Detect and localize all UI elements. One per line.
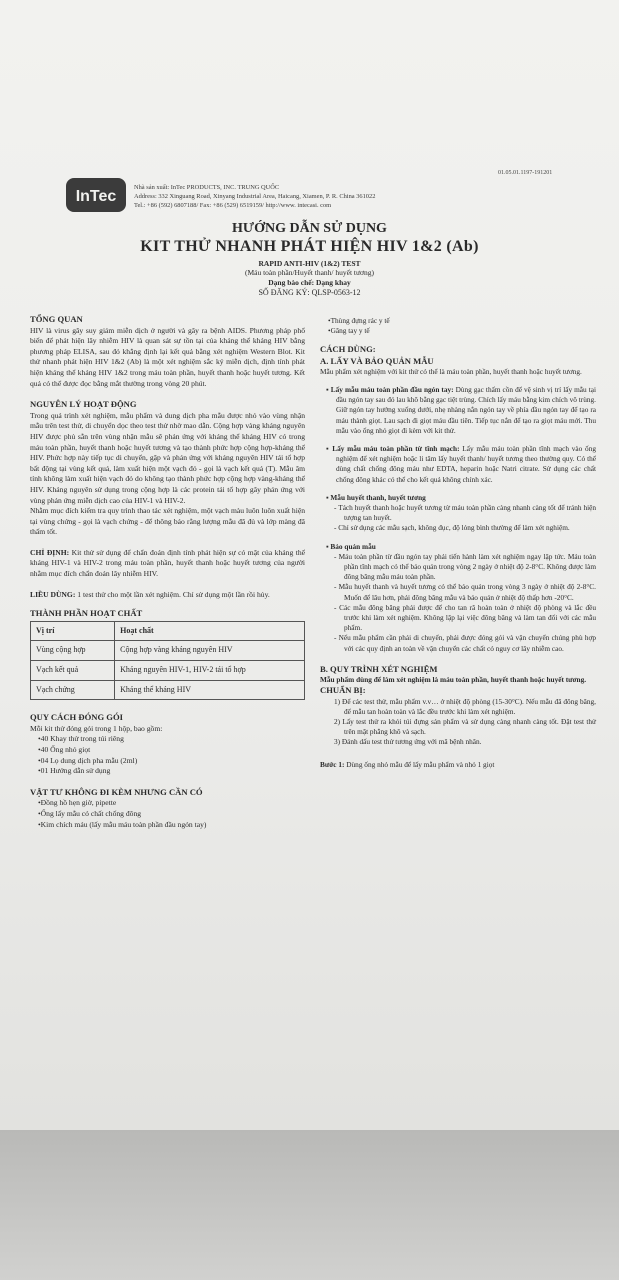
list-item: - Mẫu huyết thanh và huyết tương có thể bảo quản trong vòng 3 ngày ở nhiệt độ 2-8°C. Muốn để lâu hơn, phải đông băng mẫu và bảo quản ở nhiệt độ thấp hơn -20°C. xyxy=(328,582,596,602)
indication-paragraph xyxy=(30,548,305,580)
section-a-heading: A. LẤY VÀ BẢO QUẢN MẪU xyxy=(320,355,434,366)
packaging-heading: QUY CÁCH ĐÓNG GÓI xyxy=(30,712,124,723)
supplies-list xyxy=(320,316,596,336)
preparation-list xyxy=(320,697,596,748)
list-item: • Găng tay y tế xyxy=(328,326,596,336)
vein-sample-text: Lấy mẫu máu toàn phần tĩnh mạch vào ống nghiệm để xét nghiệm hoặc li tâm lấy huyết thanh/ huyết tương theo thường quy. Có thể dùng chất chống đông máu như EDTA, heparin hoặc Natri citrate. Sử dụng các chất chống đông khác có thể cho kết quả không chính xác. xyxy=(336,444,596,484)
dose-heading: LIỀU DÙNG: xyxy=(30,589,76,599)
table-cell: Cộng hợp vàng kháng nguyên HIV xyxy=(115,641,305,661)
table-cell: Vạch chứng xyxy=(31,680,115,700)
not-included-list xyxy=(30,798,305,830)
composition-table xyxy=(30,621,305,700)
step-1-heading: Bước 1: xyxy=(320,759,345,769)
composition-heading: THÀNH PHẦN HOẠT CHẤT xyxy=(30,608,143,619)
doc-title: HƯỚNG DẪN SỬ DỤNG xyxy=(232,221,387,236)
serum-heading: Mẫu huyết thanh, huyết tương xyxy=(330,492,426,502)
list-item: - Máu toàn phần từ đầu ngón tay phải tiến hành làm xét nghiệm ngay lập tức. Máu toàn phần tĩnh mạch có thể bảo quản trong vòng 2 ngày ở nhiệt độ 2-8°C. Không được làm đông băng mẫu máu toàn phần. xyxy=(328,552,596,583)
manufacturer-line: Nhà sản xuất: InTec PRODUCTS, INC. TRUNG QUỐC xyxy=(134,184,280,191)
section-b-subtitle: Mẫu phẩm dùng để làm xét nghiệm là máu toàn phần, huyết thanh hoặc huyết tương. xyxy=(320,675,587,685)
list-item: • 01 Hướng dẫn sử dụng xyxy=(38,766,305,777)
sample-types: (Máu toàn phần/Huyết thanh/ huyết tương) xyxy=(244,268,375,277)
list-item: 3) Đánh dấu test thử tương ứng với mã bệnh nhân. xyxy=(334,737,482,747)
indication-heading: CHỈ ĐỊNH: xyxy=(30,547,70,557)
step-1-paragraph xyxy=(320,760,596,770)
serum-heading-line xyxy=(320,493,596,503)
storage-list xyxy=(320,552,596,654)
left-column xyxy=(30,308,305,830)
overview-text: HIV là virus gây suy giảm miễn dịch ở người và gây ra bệnh AIDS. Phương pháp phổ biến để phát hiện lây nhiễm HIV là quan sát sự tồn tại của kháng thể kháng HIV bằng phương pháp ELISA, sau đó khẳng định lại kết quả bằng xét nghiệm Western Blot. Kit thử nhanh phát hiện HIV 1&2 (Ab) là một xét nghiệm sắc ký miễn dịch, định tính phát hiện kháng thể kháng HIV 1&2 trong máu toàn phần, huyết thanh hoặc huyết tương. Kết quả có thể được đọc bằng mắt thường trong vòng 20 phút. xyxy=(30,325,305,388)
finger-sample-paragraph xyxy=(320,385,596,436)
usage-heading: CÁCH DÙNG: xyxy=(320,344,376,355)
list-item: • 40 Khay thử trong túi riêng xyxy=(38,734,305,745)
list-item: - Nếu mẫu phẩm cần phải di chuyển, phải được đóng gói và vận chuyển chúng phù hợp với các quy định an toàn về vận chuyển các chất có nguy cơ lây nhiễm cao. xyxy=(328,633,596,653)
list-item: 1) Để các test thử, mẫu phẩm v.v… ở nhiệt độ phòng (15-30°C). Nếu mẫu đã đông băng, để mẫu tan hoàn toàn và lắc đều trước khi làm xét nghiệm. xyxy=(334,696,596,716)
indication-text: Kit thử sử dụng để chẩn đoán định tính phát hiện sự có mặt của kháng thể kháng HIV-1 và HIV-2 trong máu toàn phần, huyết thanh hoặc huyết tương của người nhằm mục đích chẩn đoán lây nhiễm HIV. xyxy=(30,547,305,579)
product-title: KIT THỬ NHANH PHÁT HIỆN HIV 1&2 (Ab) xyxy=(140,238,479,255)
vein-sample-heading: Lấy mẫu máu toàn phần từ tĩnh mạch: xyxy=(332,444,460,454)
dose-text: 1 test thử cho một lần xét nghiệm. Chỉ sử dụng một lần rồi hủy. xyxy=(77,589,270,599)
table-header-row xyxy=(31,621,305,641)
logo-text: InTec xyxy=(75,188,117,205)
right-column xyxy=(320,316,596,770)
not-included-heading: VẬT TƯ KHÔNG ĐI KÈM NHƯNG CẦN CÓ xyxy=(30,786,203,797)
table-cell: Kháng thể kháng HIV xyxy=(115,680,305,700)
document-code: 01.05.01.1197-191201 xyxy=(498,170,553,176)
list-item: • Ống lấy mẫu có chất chống đông xyxy=(38,809,305,820)
manufacturer-contact: Tel.: +86 (592) 6807188/ Fax: +86 (529) 6519159/ http://www. intecasi. com xyxy=(134,202,332,209)
principle-text: Trong quá trình xét nghiệm, mẫu phẩm và dung dịch pha mẫu được nhỏ vào vùng nhận mẫu trên test thử, di chuyển dọc theo test thử nhờ mao dẫn. Cộng hợp vàng kháng nguyên HIV được phủ sẵn trên vùng nhận mẫu sẽ phản ứng với kháng thể kháng HIV có trong máu toàn phần, huyết thanh hoặc huyết tương và tạo thành phức hợp cộng hợp-kháng thể HIV. Phức hợp này tiếp tục di chuyển, gặp và phản ứng với kháng nguyên HIV tái tổ hợp bất động tại vùng kết quả, làm xuất hiện một vạch đỏ - gọi là vạch kết quả (T). Mẫu âm tính không làm xuất hiện vạch đỏ do không tạo thành phức hợp cộng hợp vàng-kháng thể HIV. Kháng nguyên sử dụng trong cộng hợp là các protein tái tổ hợp gây phản ứng với vùng phản ứng miễn dịch cao của HIV-1 và HIV-2. xyxy=(30,410,305,505)
manufacturer-address: Address: 332 Xinguang Road, Xinyang Industrial Area, Haicang, Xiamen, P. R. China 361022 xyxy=(134,193,376,200)
packaging-intro: Mỗi kit thử đóng gói trong 1 hộp, bao gồm: xyxy=(30,723,163,733)
list-item: • Thùng đựng rác y tế xyxy=(328,316,596,326)
list-item: - Các mẫu đông băng phải được để cho tan rã hoàn toàn ở nhiệt độ phòng và lắc đều trước khi làm xét nghiệm. Không lặp lại việc đông băng và làm tan đối với các mẫu phẩm. xyxy=(328,603,596,634)
table-header-substance: Hoạt chất xyxy=(115,621,305,641)
finger-sample-text: Dùng gạc thấm cồn để vệ sinh vị trí lấy mẫu tại đầu ngón tay sau đó lau khô bằng gạc tiệt trùng. Chích lấy máu bằng kim chích vô trùng. Giữ ngón tay hướng xuống dưới, nhẹ nhàng nắn ngón tay về phía đầu ngón tay để tạo ra máu thành giọt. Lau sạch đi giọt máu đầu tiên. Tiếp tục nắn để tạo ra giọt máu mới. Thu mẫu vào ống nhỏ giọt đi kèm với kit thử. xyxy=(336,385,597,435)
list-item: • 40 Ống nhỏ giọt xyxy=(38,745,305,756)
list-item: • Đồng hồ hẹn giờ, pipette xyxy=(38,798,305,809)
finger-sample-heading: Lấy mẫu máu toàn phần đầu ngón tay: xyxy=(330,385,454,395)
list-item: • 04 Lọ dung dịch pha mẫu (2ml) xyxy=(38,756,305,767)
step-1-text: Dùng ống nhỏ mẫu để lấy mẫu phẩm và nhỏ 1 giọt xyxy=(346,759,495,769)
table-row xyxy=(31,641,305,661)
dose-paragraph xyxy=(30,590,305,601)
storage-heading: Bảo quản mẫu xyxy=(330,541,376,551)
product-subtitle: RAPID ANTI-HIV (1&2) TEST xyxy=(258,259,361,268)
manufacturer-info xyxy=(134,183,504,210)
background-surface xyxy=(0,1130,619,1280)
vein-sample-paragraph xyxy=(320,444,596,485)
list-item: - Tách huyết thanh hoặc huyết tương từ máu toàn phần càng nhanh càng tốt để tránh hiện tượng tan huyết. xyxy=(328,503,596,523)
table-cell: Vạch kết quả xyxy=(31,661,115,681)
dosage-form: Dạng bào chế: Dạng khay xyxy=(268,278,351,287)
list-item: - Chỉ sử dụng các mẫu sạch, không đục, độ lỏng bình thường để làm xét nghiệm. xyxy=(328,523,596,533)
serum-list xyxy=(320,503,596,534)
storage-heading-line xyxy=(320,542,596,552)
section-a-intro: Mẫu phẩm xét nghiệm với kit thử có thể là máu toàn phần, huyết thanh hoặc huyết tương. xyxy=(320,366,582,376)
section-b-heading: B. QUY TRÌNH XÉT NGHIỆM xyxy=(320,663,438,674)
table-cell: Kháng nguyên HIV-1, HIV-2 tái tổ hợp xyxy=(115,661,305,681)
table-cell: Vùng cộng hợp xyxy=(31,641,115,661)
table-row xyxy=(31,680,305,700)
preparation-heading: CHUẨN BỊ: xyxy=(320,685,366,696)
principle-text-2: Nhằm mục đích kiểm tra quy trình thao tác xét nghiệm, một vạch màu luôn luôn xuất hiện tại vùng chứng - gọi là vạch chứng - để thông báo rằng lượng mẫu đã đủ và lớp màng đã thấm tốt. xyxy=(30,506,305,537)
packaging-list xyxy=(30,734,305,776)
intec-logo xyxy=(66,178,126,212)
list-item: 2) Lấy test thử ra khỏi túi đựng sản phẩm và sử dụng càng nhanh càng tốt. Đặt test thử trên mặt phẳng khô và sạch. xyxy=(334,716,596,737)
overview-heading: TỔNG QUAN xyxy=(30,314,83,324)
table-row xyxy=(31,661,305,681)
list-item: • Kim chích máu (lấy mẫu máu toàn phần đầu ngón tay) xyxy=(38,820,305,831)
registration-number: SỐ ĐĂNG KÝ: QLSP-0563-12 xyxy=(258,288,361,297)
table-header-position: Vị trí xyxy=(31,621,115,641)
principle-heading: NGUYÊN LÝ HOẠT ĐỘNG xyxy=(30,399,137,410)
